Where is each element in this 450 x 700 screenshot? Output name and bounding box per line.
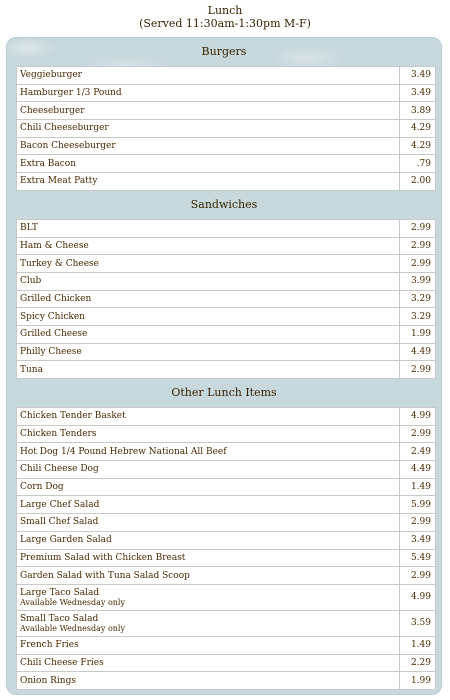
item-name-cell (17, 290, 400, 308)
item-name-cell (17, 496, 400, 514)
item-name-cell (17, 478, 400, 496)
menu-table (16, 219, 436, 379)
section-title: Other Lunch Items (171, 386, 277, 399)
item-name: Grilled Chicken (20, 293, 92, 304)
item-price: 2.99 (400, 219, 436, 237)
item-name-cell (17, 531, 400, 549)
menu-item-row (17, 67, 436, 85)
item-name-cell (17, 237, 400, 255)
menu-table (16, 66, 436, 191)
item-name: Grilled Cheese (20, 329, 88, 340)
item-price: 2.00 (400, 173, 436, 191)
menu-table (16, 407, 436, 690)
menu-header (0, 0, 450, 34)
item-name-cell (17, 361, 400, 379)
item-price: 4.49 (400, 461, 436, 479)
item-name: BLT (20, 223, 38, 234)
item-name: Extra Meat Patty (20, 176, 98, 187)
menu-item-row (17, 496, 436, 514)
item-name-cell (17, 173, 400, 191)
item-price: 3.29 (400, 290, 436, 308)
item-price: 3.29 (400, 308, 436, 326)
item-note: Available Wednesday only (20, 597, 126, 607)
item-price: 4.99 (400, 584, 436, 610)
item-name-cell (17, 84, 400, 102)
item-name-cell (17, 120, 400, 138)
menu-subtitle: (Served 11:30am-1:30pm M-F) (139, 17, 311, 30)
menu-item-row (17, 478, 436, 496)
menu-item-row (17, 549, 436, 567)
menu-panel (6, 37, 442, 695)
item-price: 2.99 (400, 514, 436, 532)
item-name: Veggieburger (20, 70, 82, 81)
item-name: Ham & Cheese (20, 240, 89, 251)
item-name: Large Garden Salad (20, 535, 112, 546)
section-title: Burgers (201, 45, 247, 58)
item-name-cell (17, 325, 400, 343)
menu-item-row (17, 361, 436, 379)
item-price: .79 (400, 155, 436, 173)
item-name: Hot Dog 1/4 Pound Hebrew National All Beef (20, 446, 227, 457)
menu-item-row (17, 84, 436, 102)
menu-item-row (17, 137, 436, 155)
menu-item-row (17, 255, 436, 273)
menu-item-row (17, 343, 436, 361)
item-name: Chicken Tenders (20, 429, 97, 440)
item-name: Chili Cheese Fries (20, 657, 104, 668)
item-name-cell (17, 672, 400, 690)
menu-item-row (17, 237, 436, 255)
item-price: 1.49 (400, 636, 436, 654)
item-name: Spicy Chicken (20, 311, 85, 322)
item-name: Onion Rings (20, 675, 76, 686)
menu-item-row (17, 672, 436, 690)
item-name: Cheeseburger (20, 105, 85, 116)
item-name-cell (17, 219, 400, 237)
item-name-cell (17, 102, 400, 120)
menu-item-row (17, 531, 436, 549)
item-name: Corn Dog (20, 482, 64, 493)
item-price: 3.89 (400, 102, 436, 120)
item-name-cell (17, 308, 400, 326)
item-name: Chili Cheeseburger (20, 123, 109, 134)
item-price: 3.49 (400, 531, 436, 549)
item-name: Bacon Cheeseburger (20, 141, 116, 152)
item-price: 2.99 (400, 425, 436, 443)
item-price: 5.99 (400, 496, 436, 514)
item-name: Club (20, 276, 42, 287)
item-name: Premium Salad with Chicken Breast (20, 552, 186, 563)
item-name: Philly Cheese (20, 346, 82, 357)
menu-item-row (17, 155, 436, 173)
menu-item-row (17, 443, 436, 461)
item-price: 3.59 (400, 610, 436, 636)
item-name-cell (17, 425, 400, 443)
item-name-cell (17, 610, 400, 636)
menu-item-row (17, 120, 436, 138)
menu-item-row (17, 654, 436, 672)
item-price: 2.99 (400, 237, 436, 255)
menu-item-row (17, 567, 436, 585)
item-price: 1.49 (400, 478, 436, 496)
item-name-cell (17, 343, 400, 361)
item-name-cell (17, 155, 400, 173)
menu-item-row (17, 325, 436, 343)
item-name: Large Taco Salad (20, 587, 100, 598)
item-name-cell (17, 67, 400, 85)
item-name-cell (17, 549, 400, 567)
item-name: Chili Cheese Dog (20, 464, 99, 475)
item-name-cell (17, 514, 400, 532)
item-name: Small Chef Salad (20, 517, 99, 528)
item-price: 1.99 (400, 672, 436, 690)
item-name-cell (17, 567, 400, 585)
item-name: Hamburger 1/3 Pound (20, 88, 122, 99)
menu-item-row (17, 102, 436, 120)
item-name: Large Chef Salad (20, 499, 100, 510)
item-price: 4.29 (400, 120, 436, 138)
item-note: Available Wednesday only (20, 623, 126, 633)
item-name: Tuna (20, 364, 43, 375)
menu-title: Lunch (207, 4, 243, 17)
item-price: 1.99 (400, 325, 436, 343)
menu-item-row (17, 219, 436, 237)
item-price: 4.99 (400, 408, 436, 426)
item-name: Garden Salad with Tuna Salad Scoop (20, 570, 190, 581)
item-name-cell (17, 255, 400, 273)
item-price: 2.99 (400, 361, 436, 379)
item-name-cell (17, 443, 400, 461)
item-name-cell (17, 636, 400, 654)
item-name-cell (17, 654, 400, 672)
item-name: Turkey & Cheese (20, 258, 99, 269)
menu-item-row (17, 636, 436, 654)
menu-item-row (17, 308, 436, 326)
item-price: 3.99 (400, 272, 436, 290)
menu-item-row (17, 425, 436, 443)
item-price: 4.29 (400, 137, 436, 155)
item-name-cell (17, 137, 400, 155)
item-price: 3.49 (400, 84, 436, 102)
menu-item-row (17, 290, 436, 308)
item-price: 5.49 (400, 549, 436, 567)
item-price: 2.29 (400, 654, 436, 672)
item-price: 3.49 (400, 67, 436, 85)
item-name-cell (17, 272, 400, 290)
menu-item-row (17, 272, 436, 290)
item-price: 2.99 (400, 255, 436, 273)
item-name-cell (17, 408, 400, 426)
item-name: Extra Bacon (20, 158, 77, 169)
menu-item-row (17, 408, 436, 426)
menu-item-row (17, 173, 436, 191)
menu-item-row (17, 584, 436, 610)
item-name-cell (17, 584, 400, 610)
menu-item-row (17, 610, 436, 636)
item-name-cell (17, 461, 400, 479)
item-price: 2.99 (400, 567, 436, 585)
item-name: Small Taco Salad (20, 613, 99, 624)
item-price: 4.49 (400, 343, 436, 361)
item-name: Chicken Tender Basket (20, 411, 126, 422)
section-title: Sandwiches (190, 197, 258, 211)
menu-item-row (17, 514, 436, 532)
item-name: French Fries (20, 640, 79, 651)
item-price: 2.49 (400, 443, 436, 461)
menu-item-row (17, 461, 436, 479)
